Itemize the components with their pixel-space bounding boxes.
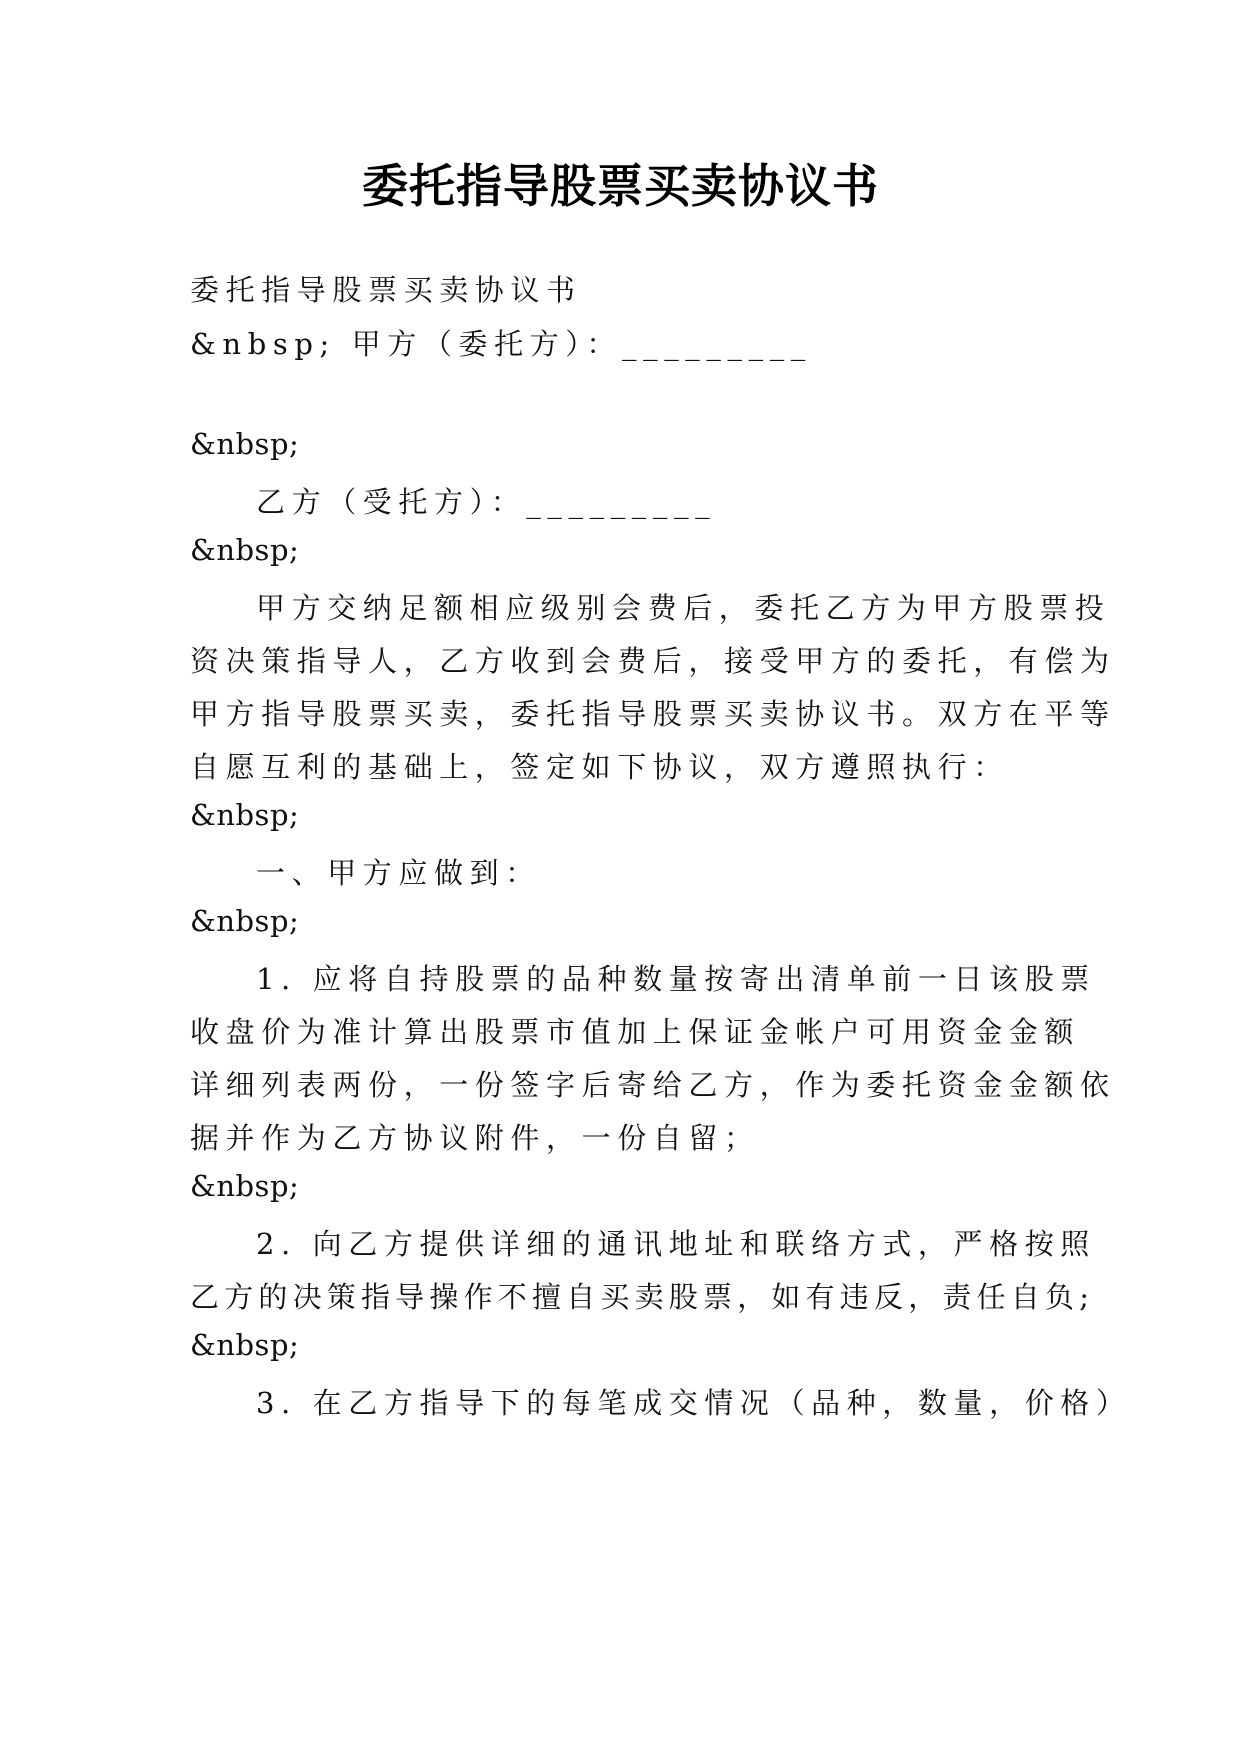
paragraph-line: 甲方指导股票买卖，委托指导股票买卖协议书。双方在平等 bbox=[190, 697, 1116, 731]
party-b-line: 乙方（受托方）：_________ bbox=[256, 485, 717, 519]
paragraph-line: 甲方交纳足额相应级别会费后，委托乙方为甲方股票投 bbox=[256, 591, 1111, 625]
item-1-line: 收盘价为准计算出股票市值加上保证金帐户可用资金金额 bbox=[190, 1015, 1081, 1049]
paragraph-line: 资决策指导人，乙方收到会费后，接受甲方的委托，有偿为 bbox=[190, 644, 1116, 678]
party-a-line: &nbsp; 甲方（委托方）：_________ bbox=[190, 327, 812, 361]
item-3-line: 3. 在乙方指导下的每笔成交情况（品种，数量，价格） bbox=[256, 1386, 1132, 1420]
section-heading: 一、甲方应做到： bbox=[256, 856, 541, 890]
item-2-line: 乙方的决策指导操作不擅自买卖股票，如有违反，责任自负; bbox=[190, 1280, 1095, 1314]
item-2-line: 2. 向乙方提供详细的通讯地址和联络方式，严格按照 bbox=[256, 1227, 1096, 1261]
subtitle-line: 委托指导股票买卖协议书 bbox=[190, 273, 582, 307]
nbsp-line: &nbsp; bbox=[190, 1328, 300, 1362]
nbsp-line: &nbsp; bbox=[190, 427, 300, 461]
document-title: 委托指导股票买卖协议书 bbox=[362, 159, 879, 213]
paragraph-line: 自愿互利的基础上，签定如下协议，双方遵照执行： bbox=[190, 750, 1009, 784]
nbsp-line: &nbsp; bbox=[190, 533, 300, 567]
item-1-line: 详细列表两份，一份签字后寄给乙方，作为委托资金金额依 bbox=[190, 1068, 1116, 1102]
item-1-line: 据并作为乙方协议附件，一份自留； bbox=[190, 1121, 760, 1155]
nbsp-line: &nbsp; bbox=[190, 1169, 300, 1203]
nbsp-line: &nbsp; bbox=[190, 798, 300, 832]
item-1-line: 1. 应将自持股票的品种数量按寄出清单前一日该股票 bbox=[256, 962, 1096, 996]
nbsp-line: &nbsp; bbox=[190, 904, 300, 938]
